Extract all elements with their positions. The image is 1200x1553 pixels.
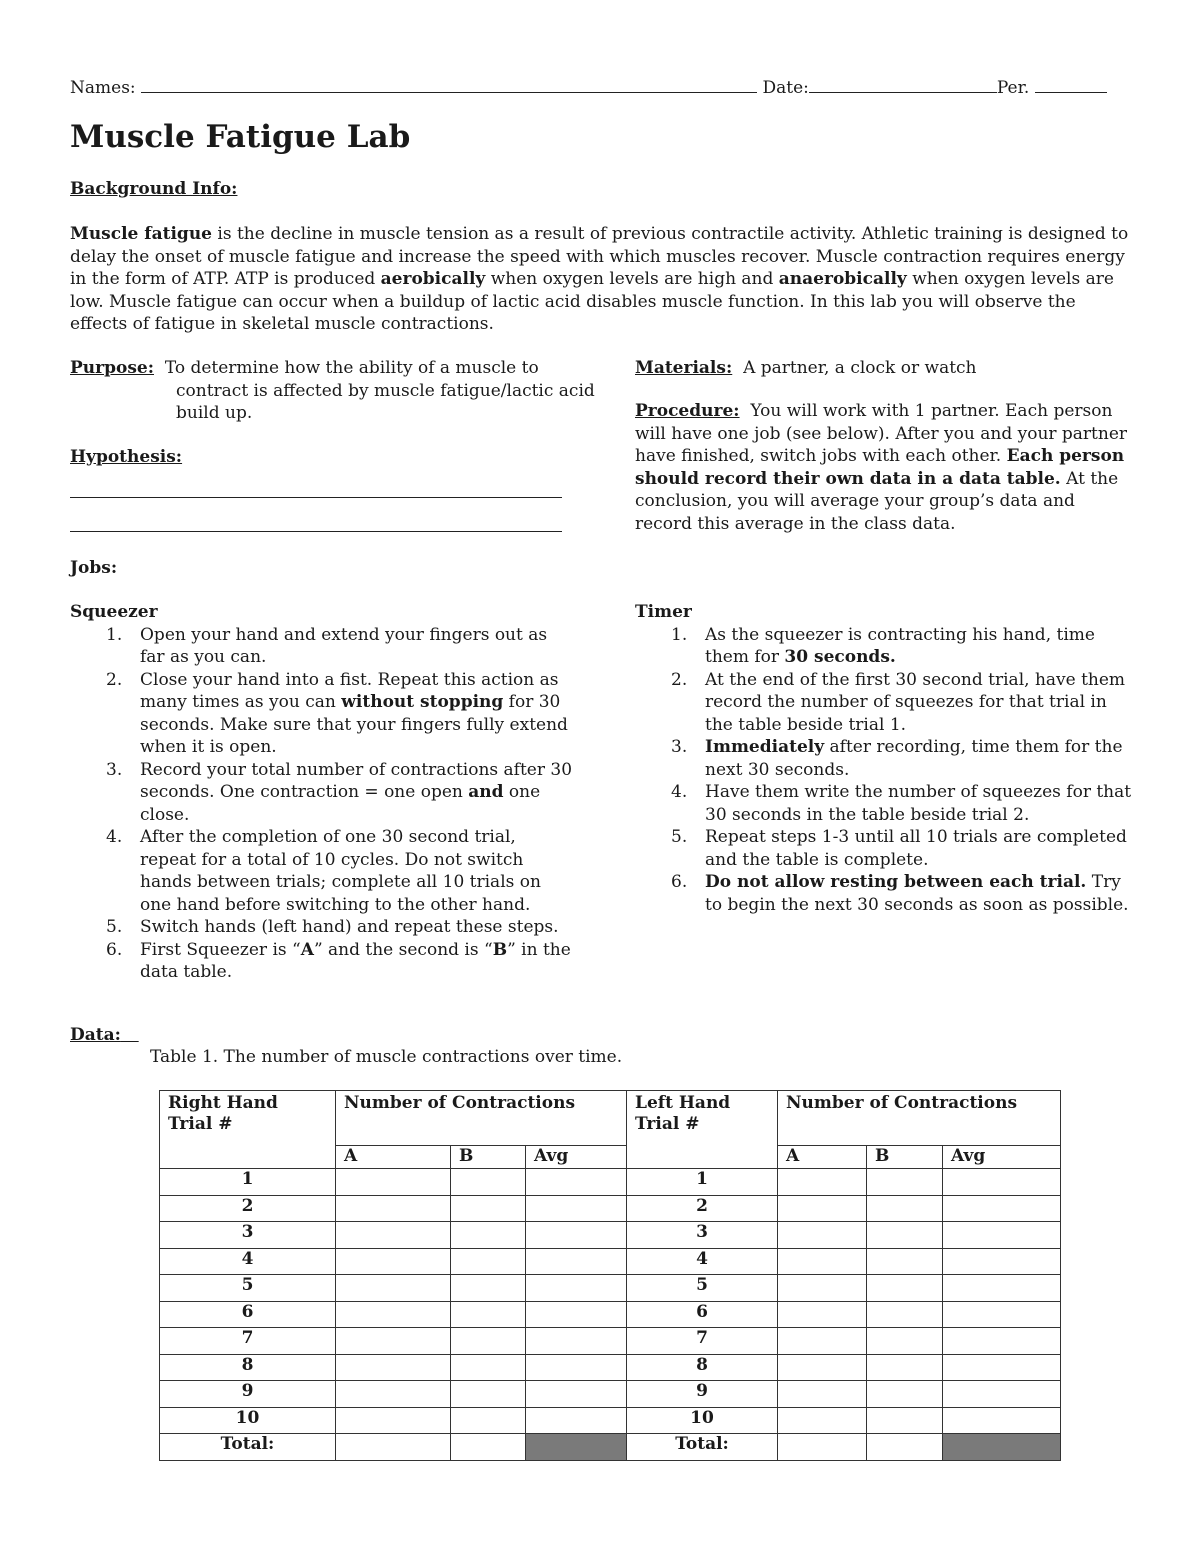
per-label: Per. (996, 78, 1030, 98)
left-cell-avg[interactable] (943, 1195, 1061, 1222)
right-cell-a[interactable] (336, 1275, 451, 1302)
right-contractions-header: Number of Contractions (336, 1091, 627, 1146)
procedure-bold: Each person should record their own data in a data table. (635, 446, 1125, 489)
background-term: Muscle fatigue (70, 224, 212, 244)
right-cell-avg[interactable] (526, 1275, 627, 1302)
squeezer-heading: Squeezer (70, 602, 158, 622)
procedure-label: Procedure: (635, 401, 740, 421)
left-trial-number: 1 (627, 1169, 778, 1196)
step-bold: 30 seconds. (784, 647, 896, 667)
right-cell-a[interactable] (336, 1222, 451, 1249)
step-number: 1. (106, 624, 123, 645)
squeezer-steps (70, 624, 575, 984)
left-cell-avg[interactable] (943, 1275, 1061, 1302)
left-trial-number: 8 (627, 1354, 778, 1381)
right-total-avg-shaded (526, 1434, 627, 1461)
contractions-table (159, 1090, 1061, 1461)
step-number: 4. (671, 782, 688, 802)
period-field[interactable] (1035, 76, 1107, 93)
left-trial-number: 7 (627, 1328, 778, 1355)
step-number: 6. (671, 872, 688, 892)
table-row (160, 1169, 1061, 1196)
names-label: Names: (70, 78, 136, 98)
table-row (160, 1275, 1061, 1302)
names-field[interactable] (141, 76, 757, 93)
procedure-text-2: At the conclusion, you will average your group’s data and record this average in the class data. (635, 468, 1119, 534)
right-cell-avg[interactable] (526, 1328, 627, 1355)
step-bold: A (300, 939, 314, 960)
left-cell-a[interactable] (778, 1195, 867, 1222)
table-row (160, 1381, 1061, 1408)
step-number: 2. (106, 669, 123, 690)
data-heading (70, 1024, 139, 1047)
step-number: 3. (106, 759, 123, 780)
right-cell-avg[interactable] (526, 1354, 627, 1381)
right-col-a: A (336, 1146, 451, 1169)
right-trial-number: 9 (160, 1381, 336, 1408)
left-cell-avg[interactable] (943, 1354, 1061, 1381)
timer-step (635, 826, 1135, 871)
aerobically-term: aerobically (380, 269, 486, 289)
materials-section (635, 357, 1135, 380)
timer-steps (635, 624, 1135, 917)
right-cell-avg[interactable] (526, 1195, 627, 1222)
total-row (160, 1434, 1061, 1461)
left-cell-b[interactable] (867, 1275, 943, 1302)
timer-step (635, 624, 1135, 669)
right-cell-avg[interactable] (526, 1222, 627, 1249)
squeezer-step (70, 916, 575, 939)
step-number: 6. (106, 939, 123, 960)
right-trial-number: 2 (160, 1195, 336, 1222)
procedure-text-1: You will work with 1 partner. Each person will have one job (see below). After you and your partner have finished, switch jobs with each other. (635, 401, 1128, 466)
left-cell-b[interactable] (867, 1381, 943, 1408)
left-cell-b[interactable] (867, 1222, 943, 1249)
squeezer-section (70, 601, 575, 984)
step-text: As the squeezer is contracting his hand, time them for (705, 624, 1095, 667)
right-trial-number: 3 (160, 1222, 336, 1249)
right-cell-b[interactable] (451, 1354, 526, 1381)
left-cell-a[interactable] (778, 1222, 867, 1249)
left-trial-number: 2 (627, 1195, 778, 1222)
left-cell-a[interactable] (778, 1275, 867, 1302)
data-heading-text: Data: (70, 1025, 121, 1045)
table-row (160, 1354, 1061, 1381)
step-text: Repeat steps 1-3 until all 10 trials are completed and the table is complete. (705, 827, 1127, 870)
step-text: At the end of the first 30 second trial, have them record the number of squeezes for that trial in the table beside trial 1. (705, 669, 1126, 735)
step-number: 4. (106, 827, 123, 847)
step-number: 2. (671, 669, 688, 690)
left-trial-number: 4 (627, 1248, 778, 1275)
step-text: ” in the data table. (140, 939, 571, 982)
left-total-label: Total: (627, 1434, 778, 1461)
purpose-section (70, 357, 600, 425)
left-cell-avg[interactable] (943, 1381, 1061, 1408)
table-row (160, 1195, 1061, 1222)
left-trial-number: 6 (627, 1301, 778, 1328)
purpose-label: Purpose: (70, 358, 154, 378)
step-text: ” and the second is “ (313, 939, 493, 960)
table-row (160, 1328, 1061, 1355)
table-caption: Table 1. The number of muscle contractions over time. (150, 1047, 623, 1067)
left-cell-b[interactable] (867, 1248, 943, 1275)
step-text: Open your hand and extend your fingers out as far as you can. (140, 624, 548, 667)
background-text-3: when oxygen levels are low. Muscle fatigue can occur when a buildup of lactic acid disables muscle function. In this lab you will observe the effects of fatigue in skeletal muscle contractions. (70, 269, 1114, 334)
step-bold: without stopping (341, 692, 504, 712)
purpose-line-1: To determine how the ability of a muscle to (164, 358, 539, 378)
step-bold: Immediately (705, 737, 825, 757)
squeezer-step (70, 939, 575, 984)
table-row (160, 1222, 1061, 1249)
step-number: 1. (671, 624, 688, 645)
left-col-avg: Avg (943, 1146, 1061, 1169)
left-total-b[interactable] (867, 1434, 943, 1461)
left-cell-avg[interactable] (943, 1169, 1061, 1196)
background-paragraph (70, 223, 1130, 336)
right-cell-b[interactable] (451, 1381, 526, 1408)
purpose-line-2: contract is affected by muscle fatigue/lactic acid (176, 380, 595, 401)
timer-step (635, 871, 1135, 916)
left-cell-b[interactable] (867, 1407, 943, 1434)
left-cell-b[interactable] (867, 1354, 943, 1381)
right-cell-b[interactable] (451, 1222, 526, 1249)
right-hand-header: Right Hand Trial # (160, 1091, 336, 1169)
hypothesis-line-1[interactable] (70, 497, 562, 498)
left-cell-b[interactable] (867, 1301, 943, 1328)
left-col-a: A (778, 1146, 867, 1169)
right-cell-a[interactable] (336, 1407, 451, 1434)
page-title: Muscle Fatigue Lab (70, 119, 411, 155)
background-heading: Background Info: (70, 179, 238, 199)
right-cell-avg[interactable] (526, 1169, 627, 1196)
procedure-section (635, 400, 1135, 535)
background-text-2: when oxygen levels are high and (485, 269, 779, 289)
right-trial-number: 10 (160, 1407, 336, 1434)
trial-rows (160, 1169, 1061, 1434)
left-col-b: B (867, 1146, 943, 1169)
squeezer-step (70, 826, 575, 916)
timer-heading: Timer (635, 602, 692, 622)
squeezer-step (70, 624, 575, 669)
left-trial-number: 9 (627, 1381, 778, 1408)
left-cell-a[interactable] (778, 1301, 867, 1328)
right-trial-number: 8 (160, 1354, 336, 1381)
right-trial-number: 1 (160, 1169, 336, 1196)
squeezer-step (70, 759, 575, 827)
date-label: Date: (762, 78, 809, 98)
right-cell-avg[interactable] (526, 1407, 627, 1434)
left-cell-avg[interactable] (943, 1301, 1061, 1328)
step-number: 5. (671, 827, 688, 847)
right-trial-number: 6 (160, 1301, 336, 1328)
header-fields (70, 76, 1130, 100)
timer-section (635, 601, 1135, 916)
step-bold: B (492, 939, 508, 960)
right-cell-a[interactable] (336, 1169, 451, 1196)
left-hand-header: Left Hand Trial # (627, 1091, 778, 1169)
step-text: First Squeezer is “ (140, 939, 301, 960)
left-cell-avg[interactable] (943, 1407, 1061, 1434)
table-row (160, 1407, 1061, 1434)
left-cell-b[interactable] (867, 1169, 943, 1196)
left-cell-a[interactable] (778, 1248, 867, 1275)
right-col-b: B (451, 1146, 526, 1169)
step-text: Have them write the number of squeezes for that 30 seconds in the table beside trial 2. (705, 782, 1132, 825)
step-number: 3. (671, 737, 688, 757)
right-cell-a[interactable] (336, 1195, 451, 1222)
left-total-avg-shaded (943, 1434, 1061, 1461)
step-bold: Do not allow resting between each trial. (705, 872, 1087, 892)
materials-label: Materials: (635, 358, 733, 378)
right-cell-b[interactable] (451, 1301, 526, 1328)
left-cell-avg[interactable] (943, 1248, 1061, 1275)
right-cell-a[interactable] (336, 1301, 451, 1328)
right-cell-b[interactable] (451, 1248, 526, 1275)
right-cell-avg[interactable] (526, 1248, 627, 1275)
step-text: Close your hand into a fist. Repeat this action as many times as you can (140, 669, 559, 712)
left-cell-b[interactable] (867, 1195, 943, 1222)
date-field[interactable] (809, 76, 997, 93)
left-trial-number: 3 (627, 1222, 778, 1249)
left-contractions-header: Number of Contractions (778, 1091, 1061, 1146)
right-total-b[interactable] (451, 1434, 526, 1461)
step-bold: and (468, 782, 504, 802)
right-total-label: Total: (160, 1434, 336, 1461)
left-total-a[interactable] (778, 1434, 867, 1461)
right-cell-b[interactable] (451, 1195, 526, 1222)
step-text: Record your total number of contractions after 30 seconds. One contraction = one open (140, 759, 573, 802)
squeezer-step (70, 669, 575, 759)
timer-step (635, 669, 1135, 737)
step-text: after recording, time them for the next 30 seconds. (705, 737, 1123, 780)
left-cell-b[interactable] (867, 1328, 943, 1355)
right-cell-avg[interactable] (526, 1381, 627, 1408)
timer-step (635, 736, 1135, 781)
right-col-avg: Avg (526, 1146, 627, 1169)
jobs-heading: Jobs: (70, 558, 118, 578)
right-trial-number: 4 (160, 1248, 336, 1275)
hypothesis-heading: Hypothesis: (70, 447, 183, 467)
left-trial-number: 5 (627, 1275, 778, 1302)
background-text-1: is the decline in muscle tension as a result of previous contractile activity. Athletic training is designed to delay the onset of muscle fatigue and increase the speed with which muscles recover. Muscle contraction requires energy in the form of ATP. ATP is produced (70, 224, 1129, 289)
left-cell-a[interactable] (778, 1354, 867, 1381)
step-text: Switch hands (left hand) and repeat these steps. (140, 917, 559, 937)
right-cell-b[interactable] (451, 1407, 526, 1434)
table-row (160, 1301, 1061, 1328)
right-cell-avg[interactable] (526, 1301, 627, 1328)
right-cell-b[interactable] (451, 1328, 526, 1355)
right-cell-a[interactable] (336, 1328, 451, 1355)
right-trial-number: 5 (160, 1275, 336, 1302)
right-cell-a[interactable] (336, 1381, 451, 1408)
left-cell-avg[interactable] (943, 1328, 1061, 1355)
step-text: one close. (140, 782, 541, 825)
hypothesis-line-2[interactable] (70, 531, 562, 532)
left-trial-number: 10 (627, 1407, 778, 1434)
step-text: Try to begin the next 30 seconds as soon as possible. (705, 872, 1129, 915)
step-text: for 30 seconds. Make sure that your fingers fully extend when it is open. (140, 692, 568, 757)
step-text: After the completion of one 30 second trial, repeat for a total of 10 cycles. Do not switch hands between trials; complete all 10 trials on one hand before switching to the other hand. (140, 827, 541, 915)
right-trial-number: 7 (160, 1328, 336, 1355)
left-cell-a[interactable] (778, 1169, 867, 1196)
left-cell-a[interactable] (778, 1328, 867, 1355)
timer-step (635, 781, 1135, 826)
anaerobically-term: anaerobically (778, 269, 907, 289)
right-cell-b[interactable] (451, 1169, 526, 1196)
materials-text: A partner, a clock or watch (743, 358, 977, 378)
right-cell-b[interactable] (451, 1275, 526, 1302)
left-cell-a[interactable] (778, 1381, 867, 1408)
step-number: 5. (106, 917, 123, 937)
table-row (160, 1248, 1061, 1275)
right-total-a[interactable] (336, 1434, 451, 1461)
right-cell-a[interactable] (336, 1248, 451, 1275)
left-cell-avg[interactable] (943, 1222, 1061, 1249)
right-cell-a[interactable] (336, 1354, 451, 1381)
purpose-line-3: build up. (176, 403, 253, 423)
left-cell-a[interactable] (778, 1407, 867, 1434)
